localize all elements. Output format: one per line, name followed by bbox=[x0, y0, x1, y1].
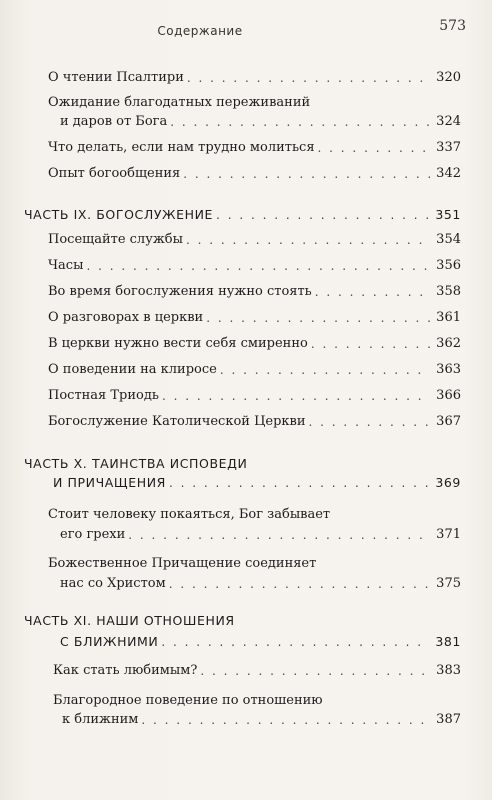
toc-part-title-line1: ЧАСТЬ XI. НАШИ ОТНОШЕНИЯ bbox=[24, 613, 235, 628]
toc-entry-page: 369 bbox=[435, 475, 461, 490]
toc-entry bbox=[62, 712, 461, 728]
leader-dots bbox=[206, 310, 430, 326]
leader-dots bbox=[161, 634, 430, 650]
leader-dots bbox=[86, 258, 430, 274]
toc-entry bbox=[48, 336, 461, 352]
toc-entry-title-line1: Божественное Причащение соединяет bbox=[48, 556, 317, 571]
toc-entry-title: и даров от Бога bbox=[60, 114, 168, 129]
toc-entry-title: Как стать любимым? bbox=[53, 663, 198, 678]
toc-entry-page: 363 bbox=[436, 362, 461, 377]
toc-entry bbox=[48, 232, 461, 248]
page-number: 573 bbox=[439, 18, 466, 34]
toc-entry-page: 375 bbox=[436, 576, 461, 591]
toc-entry-title: Опыт богообщения bbox=[48, 166, 181, 181]
toc-entry bbox=[60, 114, 461, 130]
toc-part-heading bbox=[53, 475, 461, 491]
toc-entry bbox=[60, 527, 461, 543]
toc-part-title: С БЛИЖНИМИ bbox=[60, 634, 159, 649]
toc-entry bbox=[48, 284, 461, 300]
leader-dots bbox=[318, 140, 430, 156]
toc-entry-page: 381 bbox=[435, 634, 461, 649]
toc-entry-title-line1: Ожидание благодатных переживаний bbox=[48, 95, 311, 110]
toc-entry bbox=[48, 414, 461, 430]
toc-entry bbox=[48, 258, 461, 274]
toc-entry bbox=[48, 310, 461, 326]
leader-dots bbox=[169, 475, 430, 491]
toc-entry-title: Постная Триодь bbox=[48, 388, 159, 403]
toc-entry-page: 324 bbox=[436, 114, 461, 129]
toc-entry-page: 356 bbox=[436, 258, 461, 273]
toc-part-heading bbox=[24, 207, 461, 223]
toc-entry bbox=[48, 70, 461, 86]
leader-dots bbox=[183, 166, 430, 182]
toc-part-title-line1: ЧАСТЬ X. ТАИНСТВА ИСПОВЕДИ bbox=[24, 456, 248, 471]
toc-entry-page: 383 bbox=[436, 663, 461, 678]
toc-entry-title: О поведении на клиросе bbox=[48, 362, 217, 377]
toc-part-heading bbox=[60, 634, 461, 650]
leader-dots bbox=[141, 712, 430, 728]
toc-entry bbox=[60, 576, 461, 592]
leader-dots bbox=[309, 414, 430, 430]
toc-entry-title: Часы bbox=[48, 258, 84, 273]
leader-dots bbox=[216, 207, 430, 223]
toc-entry-title: Богослужение Католической Церкви bbox=[48, 414, 306, 429]
leader-dots bbox=[128, 527, 430, 543]
toc-entry-title-line1: Благородное поведение по отношению bbox=[53, 693, 323, 708]
toc-entry bbox=[48, 140, 461, 156]
toc-entry-page: 387 bbox=[436, 712, 461, 727]
toc-entry-page: 361 bbox=[436, 310, 461, 325]
toc-entry-page: 354 bbox=[436, 232, 461, 247]
leader-dots bbox=[200, 663, 430, 679]
toc-entry-title: его грехи bbox=[60, 527, 126, 542]
toc-entry-title: Что делать, если нам трудно молиться bbox=[48, 140, 315, 155]
toc-part-title: ЧАСТЬ IX. БОГОСЛУЖЕНИЕ bbox=[24, 207, 214, 222]
toc-entry-page: 366 bbox=[436, 388, 461, 403]
toc-entry bbox=[48, 388, 461, 404]
toc-entry-title-line1: Стоит человеку покаяться, Бог забывает bbox=[48, 507, 331, 522]
running-header: Содержание bbox=[157, 24, 243, 38]
toc-entry-page: 320 bbox=[436, 70, 461, 85]
toc-entry-title: О разговорах в церкви bbox=[48, 310, 204, 325]
toc-entry bbox=[48, 362, 461, 378]
toc-entry-title: О чтении Псалтири bbox=[48, 70, 184, 85]
leader-dots bbox=[162, 388, 430, 404]
toc-entry-page: 358 bbox=[436, 284, 461, 299]
leader-dots bbox=[220, 362, 430, 378]
leader-dots bbox=[315, 284, 430, 300]
leader-dots bbox=[186, 232, 430, 248]
leader-dots bbox=[170, 114, 430, 130]
toc-entry-title: Посещайте службы bbox=[48, 232, 183, 247]
leader-dots bbox=[311, 336, 430, 352]
toc-entry-page: 367 bbox=[436, 414, 461, 429]
leader-dots bbox=[169, 576, 430, 592]
toc-entry bbox=[48, 166, 461, 182]
toc-entry-page: 362 bbox=[436, 336, 461, 351]
toc-entry bbox=[53, 663, 461, 679]
toc-entry-page: 342 bbox=[436, 166, 461, 181]
toc-entry-page: 337 bbox=[436, 140, 461, 155]
leader-dots bbox=[187, 70, 430, 86]
toc-entry-title: нас со Христом bbox=[60, 576, 166, 591]
toc-entry-page: 371 bbox=[436, 527, 461, 542]
toc-part-title: И ПРИЧАЩЕНИЯ bbox=[53, 475, 166, 490]
toc-entry-title: В церкви нужно вести себя смиренно bbox=[48, 336, 308, 351]
toc-entry-page: 351 bbox=[435, 207, 461, 222]
toc-entry-title: к ближним bbox=[62, 712, 139, 727]
toc-entry-title: Во время богослужения нужно стоять bbox=[48, 284, 312, 299]
